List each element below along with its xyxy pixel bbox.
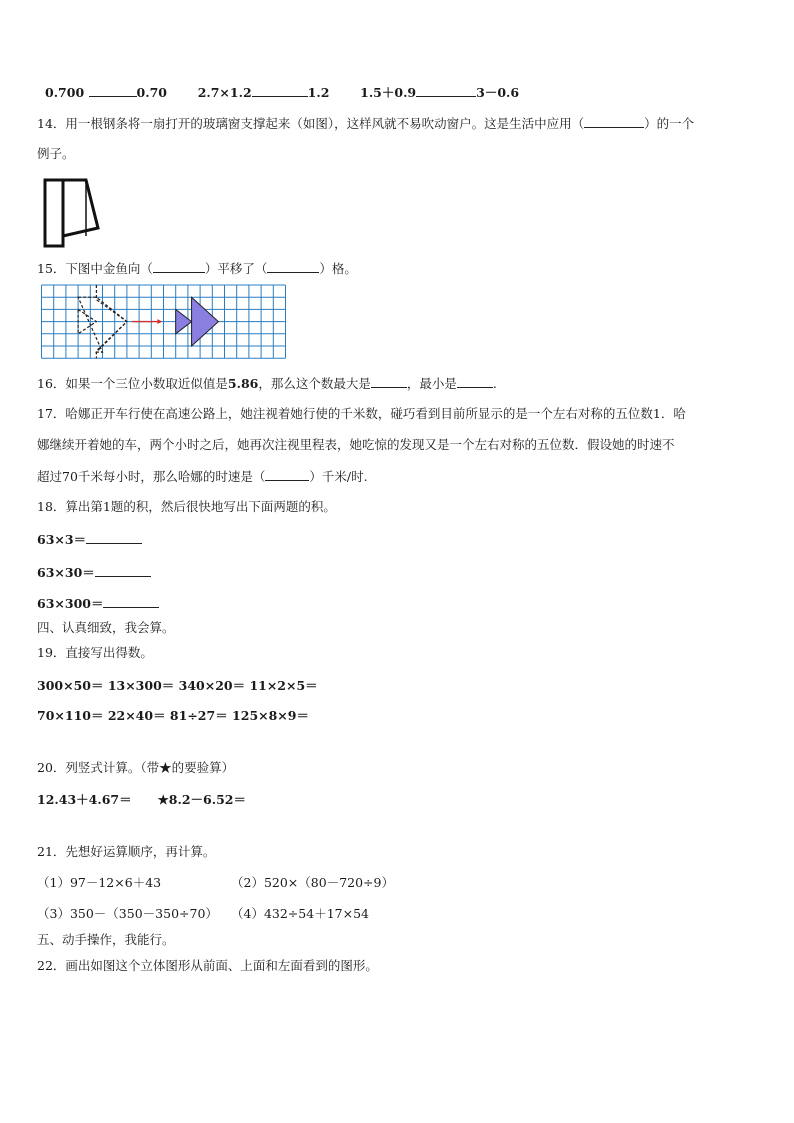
q14-text: 14．用一根钢条将一扇打开的玻璃窗支撑起来（如图），这样风就不易吹动窗户。这是生活中应用（ <box>37 116 585 131</box>
q21-item-4: （4）432÷54＋17×54 <box>231 906 369 921</box>
q21-title: 21．先想好运算顺序，再计算。 <box>37 844 216 859</box>
q18-blank-1[interactable] <box>86 530 142 544</box>
q15-blank-count[interactable] <box>267 259 319 273</box>
q16-value: 5.86 <box>227 376 259 391</box>
q17-line3 <box>37 467 764 486</box>
q18-blank-3[interactable] <box>103 594 159 608</box>
fish-moved-body <box>192 297 219 346</box>
q15-text-b: ）平移了（ <box>204 261 268 276</box>
q20-title: 20．列竖式计算。（带★的要验算） <box>37 760 235 775</box>
q21-row-2 <box>37 905 764 923</box>
translation-arrow-head <box>157 319 162 324</box>
q14-text-after: ）的一个 <box>644 116 695 131</box>
q16-blank-min[interactable] <box>457 374 493 388</box>
q14-blank[interactable] <box>584 114 644 128</box>
q18-blank-2[interactable] <box>95 563 151 577</box>
q15-text-a: 15．下图中金鱼向（ <box>37 261 153 276</box>
q15-blank-direction[interactable] <box>153 259 205 273</box>
q21-row-1 <box>37 874 764 892</box>
cmp-b-left: 2.7×1.2 <box>197 85 252 100</box>
q21-item-2: （2）520×（80－720÷9） <box>231 875 394 890</box>
q18-item-1-text: 63×3＝ <box>37 532 87 547</box>
cmp-c-right: 3－0.6 <box>476 85 520 100</box>
cmp-c-left: 1.5＋0.9 <box>360 85 417 100</box>
q18-item-2-text: 63×30＝ <box>37 565 95 580</box>
cmp-a-blank[interactable] <box>89 83 137 97</box>
q16-text-a: 16．如果一个三位小数取近似值是 <box>37 376 228 391</box>
section-5-heading: 五、动手操作，我能行。 <box>37 932 175 947</box>
q15-text-c: ）格。 <box>319 261 357 276</box>
comparison-row <box>45 83 764 102</box>
q17-blank[interactable] <box>265 467 309 481</box>
cmp-c-blank[interactable] <box>416 83 476 97</box>
q14-line2: 例子。 <box>37 146 75 161</box>
q16-line <box>37 374 764 393</box>
q18-item-3 <box>37 594 764 613</box>
q17-text-b: ）千米/时. <box>309 469 368 484</box>
q22-title: 22．画出如图这个立体图形从前面、上面和左面看到的图形。 <box>37 958 378 973</box>
q18-item-1 <box>37 530 764 549</box>
q19-title: 19．直接写出得数。 <box>37 645 153 660</box>
cmp-a-right: 0.70 <box>136 85 167 100</box>
cmp-b-blank[interactable] <box>252 83 308 97</box>
section-4-heading: 四、认真细致，我会算。 <box>37 620 175 635</box>
q20-item-2: ★8.2－6.52＝ <box>157 792 246 807</box>
q15-line <box>37 259 764 278</box>
q19-row-1: 300×50＝ 13×300＝ 340×20＝ 11×2×5＝ <box>37 678 318 693</box>
q17-line1: 17．哈娜正开车行使在高速公路上，她注视着她行使的千米数，碰巧看到目前所显示的是一个左右对称的五位数1．哈 <box>37 406 686 421</box>
window-figure <box>42 176 104 248</box>
q16-text-c: ，最小是 <box>406 376 457 391</box>
cmp-a-left: 0.700 <box>45 85 85 100</box>
q14-line1 <box>37 114 764 133</box>
cmp-b-right: 1.2 <box>307 85 330 100</box>
q16-text-b: ，那么这个数最大是 <box>258 376 371 391</box>
q18-item-3-text: 63×300＝ <box>37 596 104 611</box>
q20-items <box>37 791 764 809</box>
fish-grid-figure <box>40 284 287 368</box>
q21-item-1: （1）97－12×6＋43 <box>37 875 162 890</box>
q18-title: 18．算出第1题的积，然后很快地写出下面两题的积。 <box>37 499 336 514</box>
q17-text-a: 超过70千米每小时，那么哈娜的时速是（ <box>37 469 266 484</box>
fish-moved-tail <box>176 309 192 333</box>
q19-row-2: 70×110＝ 22×40＝ 81÷27＝ 125×8×9＝ <box>37 708 309 723</box>
q18-item-2 <box>37 563 764 582</box>
q16-text-d: . <box>492 376 497 391</box>
q16-blank-max[interactable] <box>371 374 407 388</box>
q21-item-3: （3）350－（350－350÷70） <box>37 906 218 921</box>
q20-item-1: 12.43＋4.67＝ <box>37 792 132 807</box>
q17-line2: 娜继续开着她的车，两个小时之后，她再次注视里程表，她吃惊的发现又是一个左右对称的五位数．假设她的时速不 <box>37 437 675 452</box>
